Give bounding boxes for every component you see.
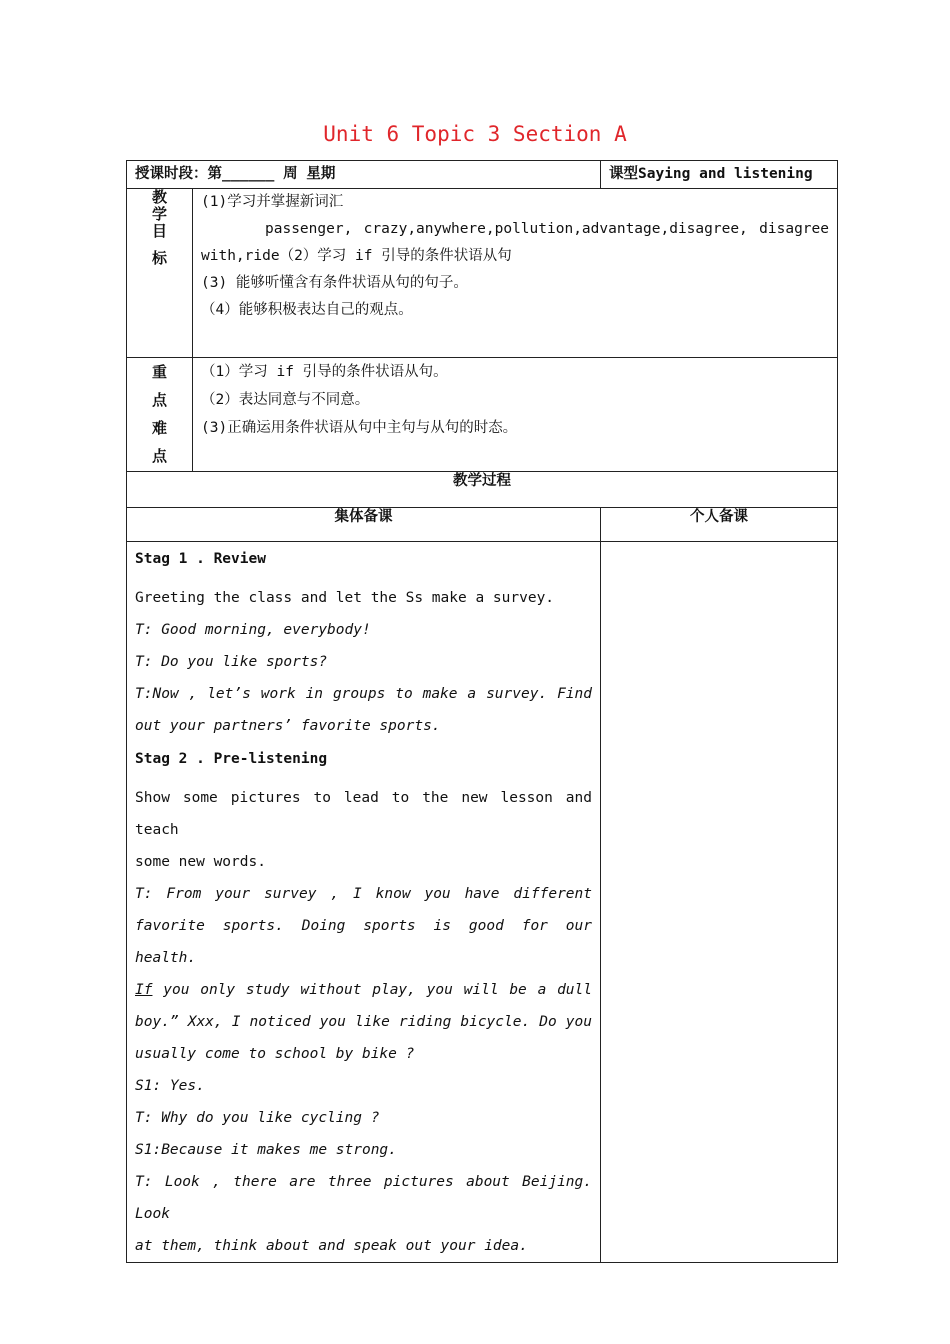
class-time-label: 授课时段：第______ 周 星期 [135,166,336,182]
dialogue-line: boy.” Xxx, I noticed you like riding bicycle. Do you [135,1014,592,1030]
label-char: 目 [151,222,167,240]
label-char: 点 [151,391,167,409]
label-char: 难 [151,419,167,437]
objective-line: (3) 能够听懂含有条件状语从句的句子。 [201,275,468,291]
dialogue-line: T: Do you like sports? [135,654,328,670]
lesson-type-label: 课型Saying and listening [609,166,813,182]
process-row [127,472,838,508]
label-char: 标 [151,249,167,267]
key-point-line: （2）表达同意与不同意。 [201,392,370,408]
dialogue-line: T: Look , there are three pictures about Beijing. Look [135,1174,592,1222]
dialogue-line: S1: Yes. [135,1078,205,1094]
if-keyword: If [135,982,153,998]
label-char: 学 [151,205,167,223]
objectives-content [193,189,838,358]
key-points-label [127,358,193,472]
columns-header-row [127,508,838,542]
dialogue-line: T: Why do you like cycling ? [135,1110,380,1126]
objective-line: with,ride（2）学习 if 引导的条件状语从句 [201,248,512,264]
dialogue-line: T: From your survey , I know you have different [135,886,592,902]
label-char: 教 [151,188,167,206]
dialogue-line: S1:Because it makes me strong. [135,1142,397,1158]
personal-prep-content[interactable] [601,542,838,1263]
personal-prep-heading: 个人备课 [601,508,838,542]
label-char: 点 [151,447,167,465]
lesson-plan-table [126,160,838,1263]
objective-line: passenger, crazy,anywhere,pollution,advantage,disagree, disagree [265,221,829,237]
stage-text: Greeting the class and let the Ss make a survey. [135,590,555,606]
header-row [127,161,838,189]
objective-line: (1)学习并掌握新词汇 [201,194,344,210]
key-point-line: （1）学习 if 引导的条件状语从句。 [201,364,448,380]
stage-heading: Stag 2 . Pre-listening [135,751,328,767]
key-points-content [193,358,838,472]
objective-line: （4）能够积极表达自己的观点。 [201,302,413,318]
objectives-row [127,189,838,358]
dialogue-line: out your partners’ favorite sports. [135,718,441,734]
objectives-label [127,189,193,358]
group-prep-content [127,542,601,1263]
stage-heading: Stag 1 . Review [135,551,266,567]
document-title: Unit 6 Topic 3 Section A [323,122,627,146]
key-points-row [127,358,838,472]
teaching-process-heading: 教学过程 [127,472,838,508]
process-content-row [127,542,838,1263]
dialogue-line [135,974,592,1006]
label-char: 重 [151,363,167,381]
dialogue-line: at them, think about and speak out your idea. [135,1238,528,1254]
dialogue-text: you only study without play, you will be a dull [152,982,592,998]
stage-text: some new words. [135,854,266,870]
key-point-line: (3)正确运用条件状语从句中主句与从句的时态。 [201,420,518,436]
dialogue-line: T:Now , let’s work in groups to make a survey. Find [135,686,592,702]
group-prep-heading: 集体备课 [127,508,601,542]
dialogue-line: usually come to school by bike ? [135,1046,415,1062]
dialogue-line: favorite sports. Doing sports is good for our health. [135,918,592,966]
stage-text: Show some pictures to lead to the new lesson and teach [135,790,592,838]
dialogue-line: T: Good morning, everybody! [135,622,371,638]
